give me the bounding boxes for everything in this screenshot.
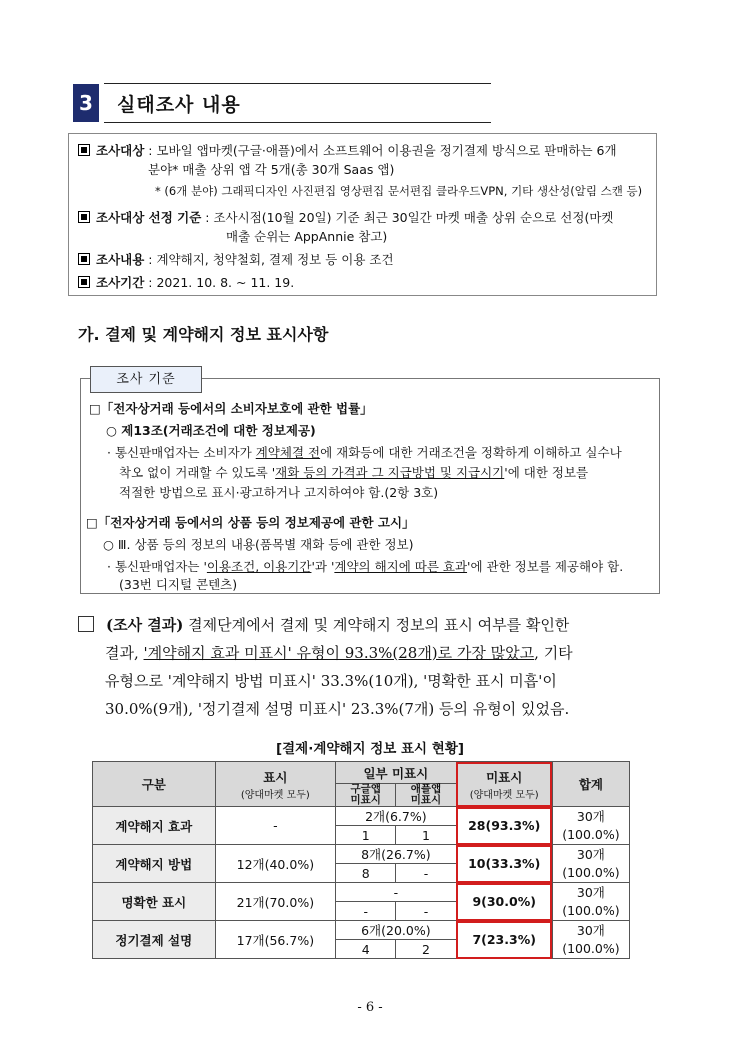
result-line-2: 결과, '계약해지 효과 미표시' 유형이 93.3%(28개)로 가장 많았고, 기타 (105, 644, 573, 662)
law1-bullet-line3: 적절한 방법으로 표시·광고하거나 고지하여야 함.(2항 3호) (119, 485, 439, 500)
row-label: 계약해지 방법 (93, 845, 216, 883)
section-number-badge: 3 (73, 84, 99, 122)
empty-square-icon (78, 616, 94, 632)
cell-total: 30개 (552, 807, 629, 826)
survey-target-row-cont: 분야* 매출 상위 앱 각 5개(총 30개 Saas 앱) (148, 162, 395, 177)
cell-none: 9(30.0%) (456, 883, 552, 921)
law1-title: □「전자상거래 등에서의 소비자보호에 관한 법률」 (89, 401, 373, 416)
filled-square-icon (78, 144, 90, 156)
result-line-3: 유형으로 '계약해지 방법 미표시' 33.3%(10개), '명확한 표시 미흡'이 (105, 672, 557, 690)
page-number: - 6 - (357, 1000, 383, 1015)
law1-article: ○ 제13조(거래조건에 대한 정보제공) (106, 423, 316, 438)
cell-total: 30개 (552, 845, 629, 864)
cell-shown: - (215, 807, 336, 845)
cell-total-pct: (100.0%) (552, 826, 629, 845)
header-total: 합계 (552, 762, 629, 807)
filled-square-icon (78, 276, 90, 288)
survey-target-note: * (6개 분야) 그래픽디자인 사진편집 영상편집 문서편집 클라우드VPN, 기타 생산성(알림 스캔 등) (155, 184, 643, 198)
header-apple: 애플앱 미표시 (396, 784, 456, 807)
survey-content-row: 조사내용 : 계약해지, 청약철회, 결제 정보 등 이용 조건 (78, 250, 394, 269)
header-shown: 표시 (양대마켓 모두) (215, 762, 336, 807)
cell-none: 28(93.3%) (456, 807, 552, 845)
law2-bullet-line2: (33번 디지털 콘텐츠) (119, 577, 238, 592)
survey-period-row: 조사기간 : 2021. 10. 8. ~ 11. 19. (78, 273, 294, 292)
row-label: 계약해지 효과 (93, 807, 216, 845)
cell-total-pct: (100.0%) (552, 940, 629, 959)
cell-shown: 12개(40.0%) (215, 845, 336, 883)
info-display-table (92, 761, 630, 959)
cell-none: 10(33.3%) (456, 845, 552, 883)
cell-partial: 6개(20.0%) (336, 921, 457, 940)
cell-google: 1 (336, 826, 396, 845)
survey-target-row: 조사대상 : 모바일 앱마켓(구글·애플)에서 소프트웨어 이용권을 정기결제 방식으로 판매하는 6개 (78, 141, 617, 160)
cell-total: 30개 (552, 921, 629, 940)
cell-shown: 17개(56.7%) (215, 921, 336, 959)
law2-article: ○ Ⅲ. 상품 등의 정보의 내용(품목별 재화 등에 관한 정보) (103, 537, 414, 552)
subsection-heading: 가. 결제 및 계약해지 정보 표시사항 (78, 325, 329, 344)
cell-total-pct: (100.0%) (552, 902, 629, 921)
law1-bullet-line2: 착오 없이 거래할 수 있도록 '재화 등의 가격과 그 지급방법 및 지급시기'에 대한 정보를 (119, 465, 589, 480)
cell-partial: 8개(26.7%) (336, 845, 457, 864)
law2-bullet-line1: · 통신판매업자는 '이용조건, 이용기간'과 '계약의 해지에 따른 효과'에 관한 정보를 제공해야 함. (107, 559, 624, 574)
cell-apple: 1 (396, 826, 456, 845)
cell-google: 8 (336, 864, 396, 883)
law1-bullet-line1: · 통신판매업자는 소비자가 계약체결 전에 재화등에 대한 거래조건을 정확하게 이해하고 실수나 (107, 445, 622, 460)
row-label: 정기결제 설명 (93, 921, 216, 959)
cell-total-pct: (100.0%) (552, 864, 629, 883)
result-line-1: (조사 결과) 결제단계에서 결제 및 계약해지 정보의 표시 여부를 확인한 (78, 612, 569, 638)
header-partial: 일부 미표시 (336, 762, 457, 784)
cell-shown: 21개(70.0%) (215, 883, 336, 921)
header-google: 구글앱 미표시 (336, 784, 396, 807)
filled-square-icon (78, 253, 90, 265)
law2-title: □「전자상거래 등에서의 상품 등의 정보제공에 관한 고시」 (86, 515, 415, 530)
criteria-tab-label: 조사 기준 (90, 366, 202, 393)
cell-none: 7(23.3%) (456, 921, 552, 959)
section-rule-bottom (104, 122, 491, 123)
cell-partial: 2개(6.7%) (336, 807, 457, 826)
cell-apple: - (396, 902, 456, 921)
row-label: 명확한 표시 (93, 883, 216, 921)
section-rule-top (104, 83, 491, 84)
cell-google: - (336, 902, 396, 921)
cell-apple: - (396, 864, 456, 883)
cell-apple: 2 (396, 940, 456, 959)
header-category: 구분 (93, 762, 216, 807)
section-title: 실태조사 내용 (117, 94, 241, 116)
cell-total: 30개 (552, 883, 629, 902)
survey-criteria-row-cont: 매출 순위는 AppAnnie 참고) (226, 229, 388, 244)
survey-overview-box (68, 133, 657, 296)
table-title: [결제·계약해지 정보 표시 현황] (275, 741, 465, 757)
criteria-box (80, 378, 660, 594)
filled-square-icon (78, 211, 90, 223)
survey-criteria-row: 조사대상 선정 기준 : 조사시점(10월 20일) 기준 최근 30일간 마켓 매출 상위 순으로 선정(마켓 (78, 208, 613, 227)
result-line-4: 30.0%(9개), '정기결제 설명 미표시' 23.3%(7개) 등의 유형이 있었음. (105, 700, 570, 718)
cell-partial: - (336, 883, 457, 902)
header-none: 미표시 (양대마켓 모두) (456, 762, 552, 807)
cell-google: 4 (336, 940, 396, 959)
